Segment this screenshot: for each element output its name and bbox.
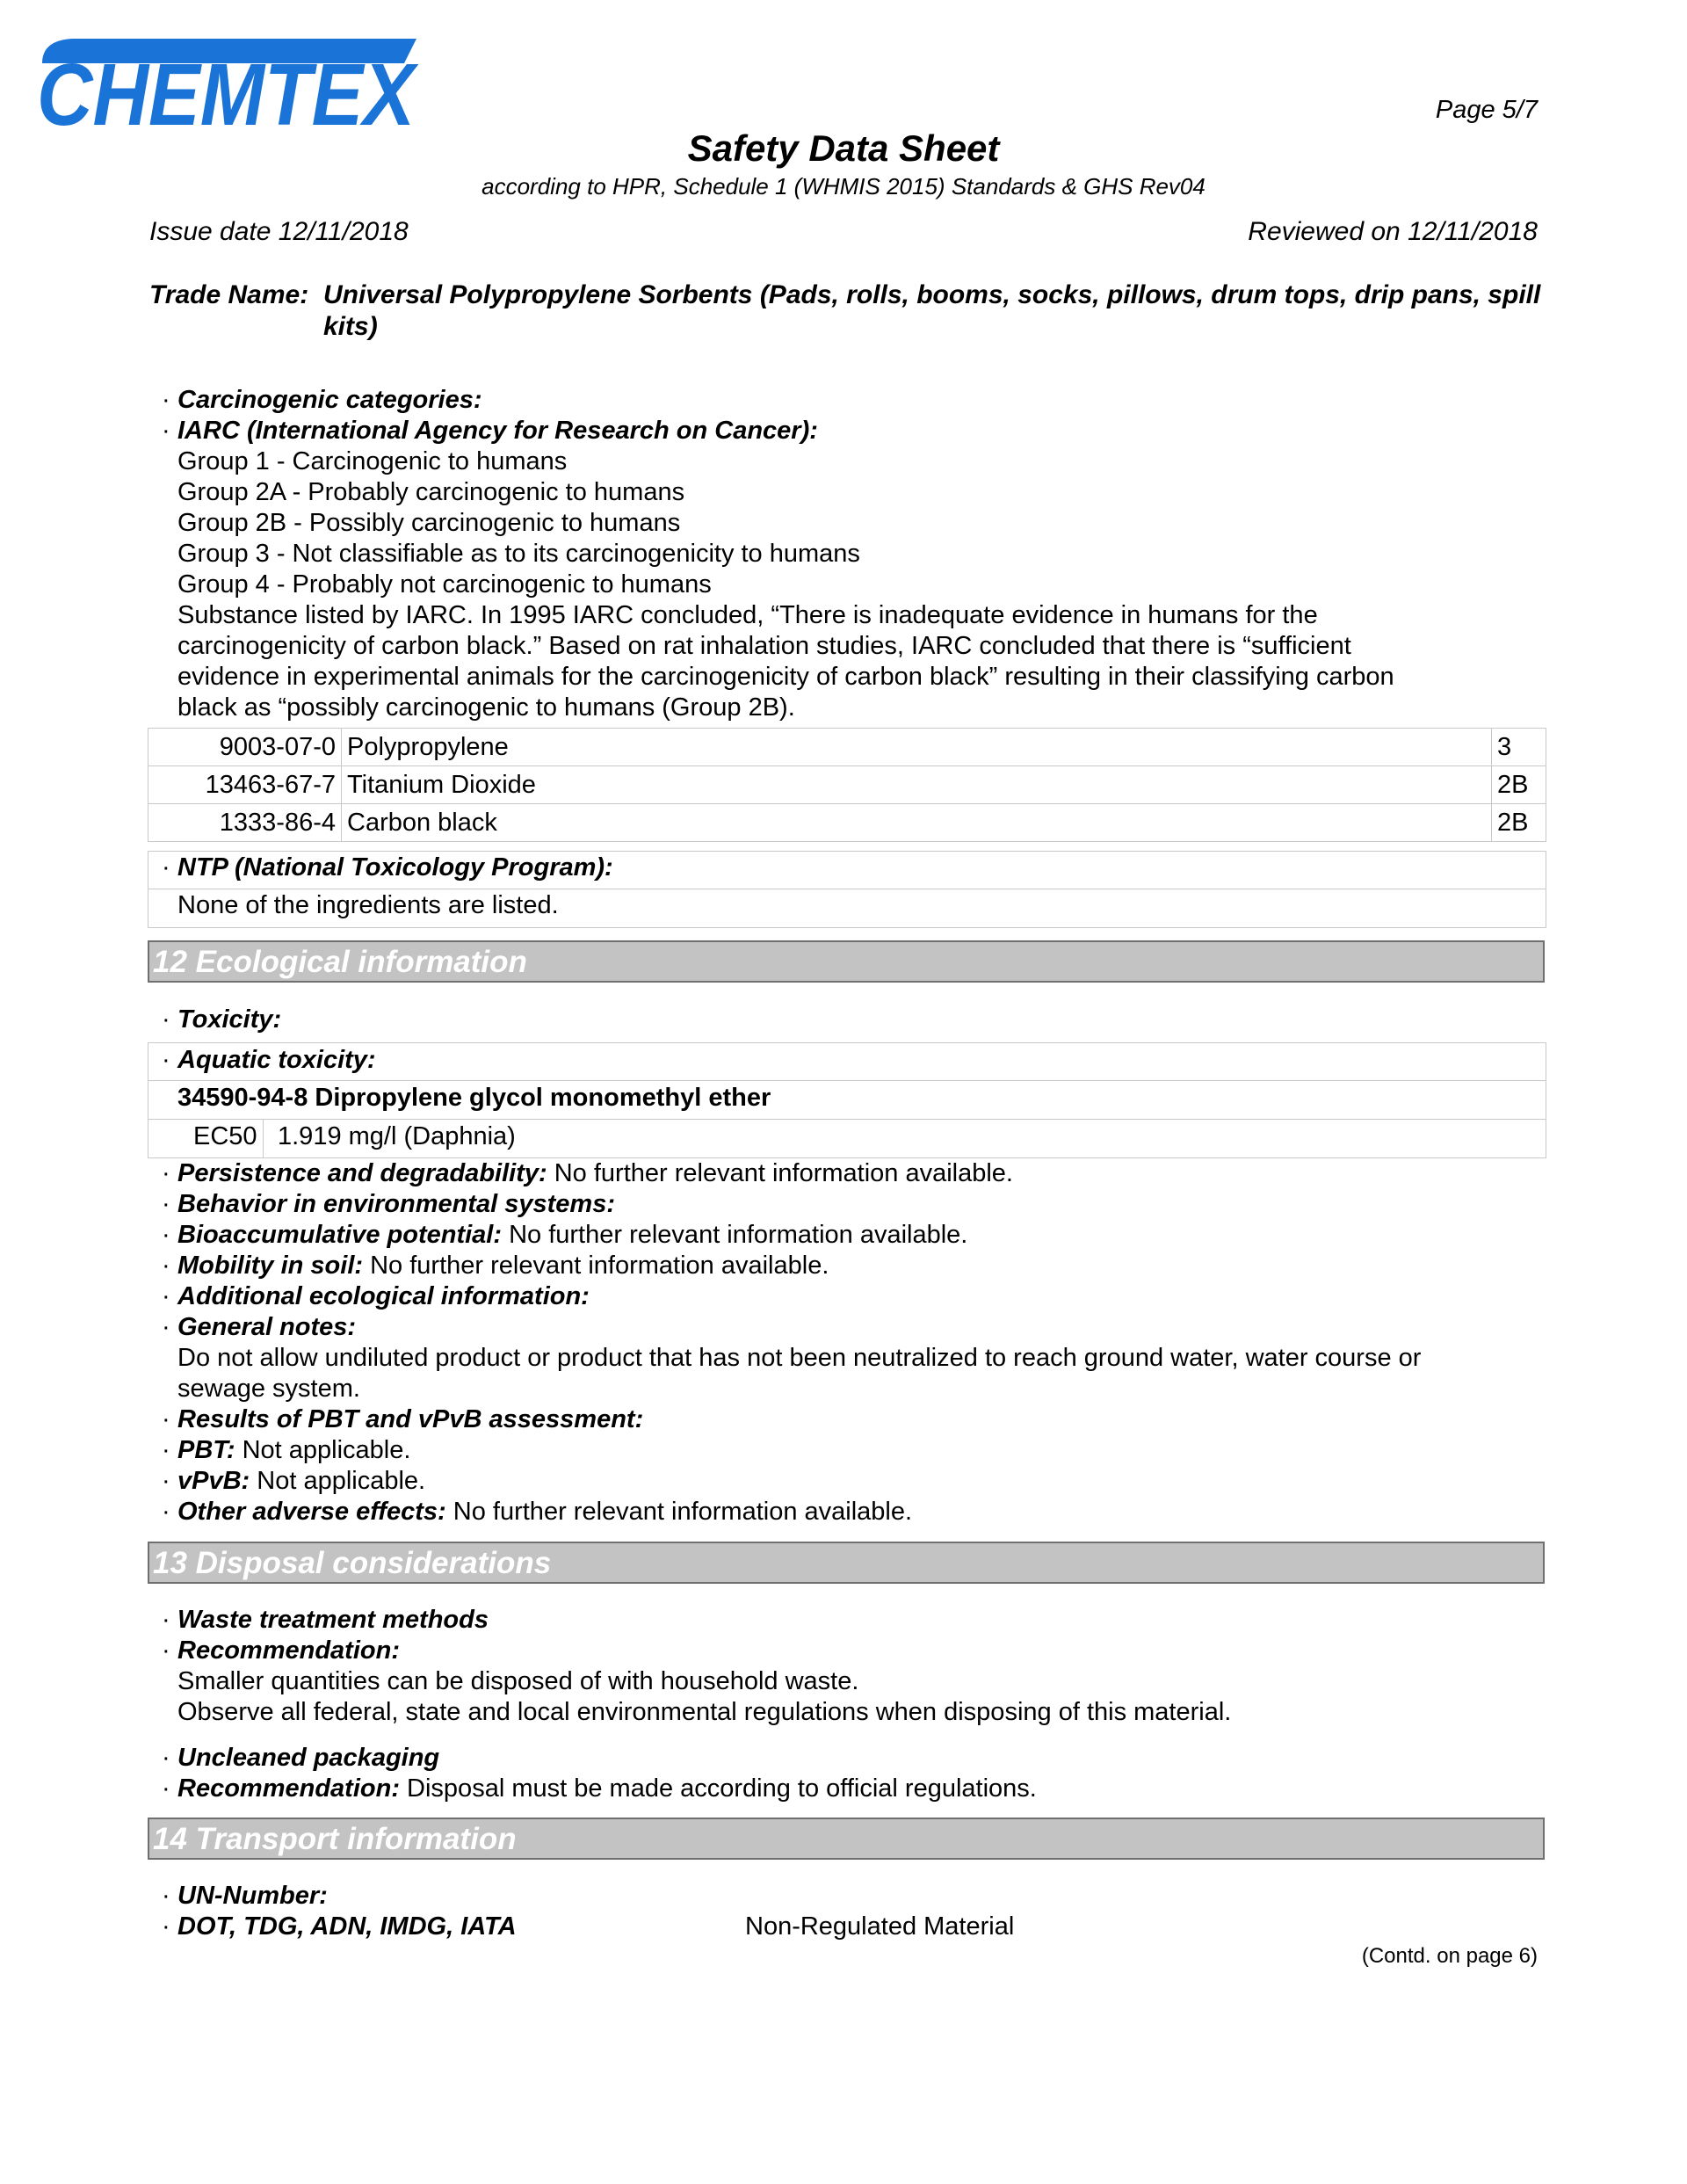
section-14-title: 14 Transport information	[153, 1822, 517, 1856]
packaging-recommendation-text: Disposal must be made according to official regulations.	[407, 1774, 1037, 1803]
bioaccumulative-text: No further relevant information available.	[509, 1221, 968, 1249]
section-14-header	[148, 1818, 1545, 1860]
mobility-label: Mobility in soil:	[177, 1252, 364, 1280]
aquatic-substance: 34590-94-8 Dipropylene glycol monomethyl ether	[177, 1084, 771, 1112]
cas-number: 9003-07-0	[148, 729, 342, 766]
ingredient-name: Titanium Dioxide	[342, 766, 1492, 804]
persistence-label: Persistence and degradability:	[177, 1159, 547, 1187]
persistence-text: No further relevant information available.	[554, 1159, 1013, 1187]
general-notes-heading: · General notes:	[177, 1312, 356, 1343]
document-subtitle: according to HPR, Schedule 1 (WHMIS 2015) Standards & GHS Rev04	[481, 173, 1206, 200]
pbt-results-heading: · Results of PBT and vPvB assessment:	[177, 1404, 643, 1435]
iarc-group: Group 2B - Possibly carcinogenic to humans	[177, 509, 681, 537]
packaging-recommendation-label: Recommendation:	[177, 1774, 400, 1803]
section-13-title: 13 Disposal considerations	[153, 1546, 552, 1580]
ntp-heading: · NTP (National Toxicology Program):	[177, 853, 613, 883]
iarc-substance-line: Substance listed by IARC. In 1995 IARC concluded, “There is inadequate evidence in humans for the	[177, 601, 1318, 629]
iarc-substance-line: black as “possibly carcinogenic to humans (Group 2B).	[177, 693, 795, 722]
continued-note: (Contd. on page 6)	[1361, 1944, 1538, 1968]
mobility-line	[177, 1251, 829, 1281]
behavior-heading: · Behavior in environmental systems:	[177, 1189, 615, 1220]
transport-modes: · DOT, TDG, ADN, IMDG, IATA	[177, 1912, 517, 1942]
section-13-header	[148, 1542, 1545, 1584]
iarc-substance-line: carcinogenicity of carbon black.” Based on rat inhalation studies, IARC concluded that there is “sufficient	[177, 632, 1351, 660]
iarc-group: Group 4 - Probably not carcinogenic to humans	[177, 570, 712, 599]
transport-value: Non-Regulated Material	[745, 1912, 1015, 1941]
iarc-group-value: 3	[1492, 729, 1546, 766]
iarc-group-value: 2B	[1492, 766, 1546, 804]
ec50-label: EC50	[193, 1122, 257, 1150]
un-number-heading: · UN-Number:	[177, 1881, 328, 1912]
cas-number: 1333-86-4	[148, 804, 342, 842]
page-number: Page 5/7	[1435, 96, 1538, 124]
recommendation-heading: · Recommendation:	[177, 1636, 400, 1666]
vpvb-text: Not applicable.	[257, 1467, 426, 1495]
iarc-group: Group 3 - Not classifiable as to its carcinogenicity to humans	[177, 540, 860, 568]
trade-name-value: Universal Polypropylene Sorbents (Pads, rolls, booms, socks, pillows, drum tops, drip pans, spill kits)	[323, 280, 1541, 341]
iarc-heading: · IARC (International Agency for Research on Cancer):	[177, 416, 818, 446]
pbt-text: Not applicable.	[242, 1436, 411, 1464]
section-12-header	[148, 940, 1545, 983]
other-effects-label: Other adverse effects:	[177, 1498, 446, 1526]
recommendation-text: Observe all federal, state and local environmental regulations when disposing of this material.	[177, 1698, 1232, 1726]
issue-date: Issue date 12/11/2018	[149, 217, 409, 246]
reviewed-date: Reviewed on 12/11/2018	[1248, 217, 1538, 246]
ingredient-name: Carbon black	[342, 804, 1492, 842]
vpvb-line	[177, 1466, 425, 1497]
pbt-line	[177, 1435, 410, 1466]
pbt-label: PBT:	[177, 1436, 235, 1464]
bioaccumulative-label: Bioaccumulative potential:	[177, 1221, 503, 1249]
trade-name-label: Trade Name:	[149, 280, 309, 309]
iarc-substance-line: evidence in experimental animals for the carcinogenicity of carbon black” resulting in their classifying carbon	[177, 663, 1394, 691]
iarc-table	[148, 728, 1546, 842]
section-12-title: 12 Ecological information	[153, 945, 527, 979]
waste-treatment-heading: · Waste treatment methods	[177, 1605, 489, 1636]
ingredient-name: Polypropylene	[342, 729, 1492, 766]
carcinogenic-categories-heading: · Carcinogenic categories:	[177, 385, 482, 416]
general-notes-text: sewage system.	[177, 1375, 360, 1403]
mobility-text: No further relevant information available.	[370, 1252, 829, 1280]
general-notes-text: Do not allow undiluted product or product that has not been neutralized to reach ground water, water course or	[177, 1344, 1422, 1372]
uncleaned-packaging-heading: · Uncleaned packaging	[177, 1743, 439, 1774]
recommendation-text: Smaller quantities can be disposed of with household waste.	[177, 1667, 859, 1695]
iarc-group: Group 1 - Carcinogenic to humans	[177, 447, 568, 475]
other-effects-text: No further relevant information available.	[453, 1498, 913, 1526]
document-title: Safety Data Sheet	[687, 127, 1000, 169]
cas-number: 13463-67-7	[148, 766, 342, 804]
table-row	[148, 804, 1546, 842]
ec50-value: 1.919 mg/l (Daphnia)	[278, 1122, 516, 1150]
table-row	[148, 766, 1546, 804]
toxicity-heading: · Toxicity:	[177, 1005, 281, 1035]
packaging-recommendation-line	[177, 1774, 1037, 1804]
trade-name	[149, 279, 1546, 343]
iarc-group: Group 2A - Probably carcinogenic to humans	[177, 478, 685, 506]
vpvb-label: vPvB:	[177, 1467, 250, 1495]
logo-text: CHEMTEX	[37, 46, 419, 144]
additional-ecological-heading: · Additional ecological information:	[177, 1281, 590, 1312]
persistence-line	[177, 1158, 1013, 1189]
chemtex-logo	[33, 33, 419, 144]
ntp-text: None of the ingredients are listed.	[177, 891, 559, 919]
other-effects-line	[177, 1497, 912, 1527]
iarc-group-value: 2B	[1492, 804, 1546, 842]
bioaccumulative-line	[177, 1220, 967, 1251]
table-row	[148, 729, 1546, 766]
aquatic-toxicity-heading: · Aquatic toxicity:	[177, 1045, 376, 1076]
